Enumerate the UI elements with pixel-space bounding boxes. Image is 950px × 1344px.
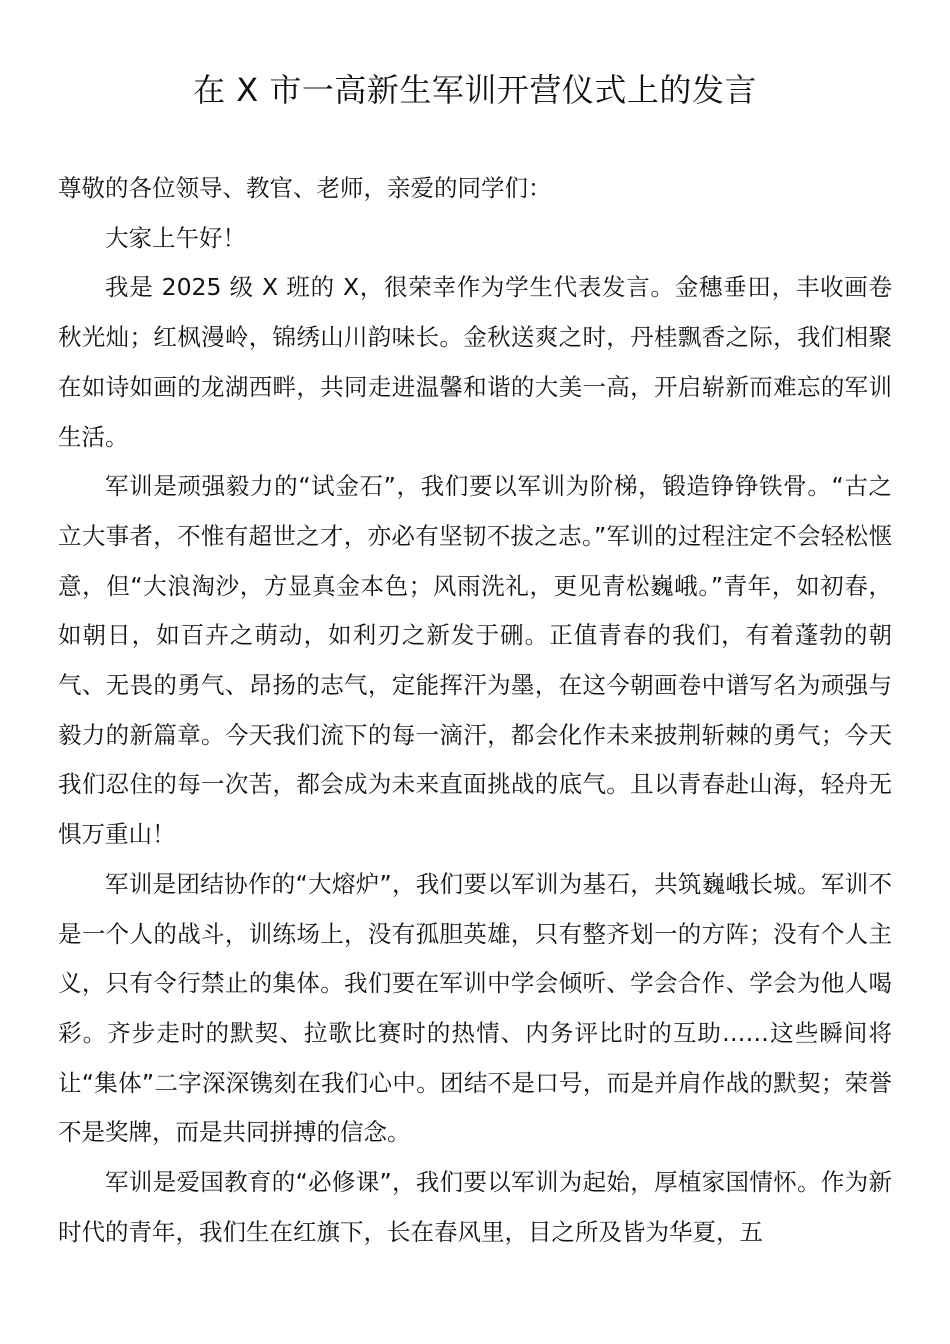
- paragraph-introduction: 我是 2025 级 X 班的 X，很荣幸作为学生代表发言。金穗垂田，丰收画卷秋光灿；红枫漫岭，锦绣山川韵味长。金秋送爽之时，丹桂飘香之际，我们相聚在如诗如画的龙湖西畔，共同走进温馨和谐的大美一高，开启崭新而难忘的军训生活。: [58, 273, 892, 451]
- paragraph-willpower: 军训是顽强毅力的“试金石”，我们要以军训为阶梯，锻造铮铮铁骨。“古之立大事者，不惟有超世之才，亦必有坚韧不拔之志。”军训的过程注定不会轻松惬意，但“大浪淘沙，方显真金本色；风雨洗礼，更见青松巍峨。”青年，如初春，如朝日，如百卉之萌动，如利刃之新发于硎。正值青春的我们，有着蓬勃的朝气、无畏的勇气、昂扬的志气，定能挥汗为墨，在这今朝画卷中谱写名为顽强与毅力的新篇章。今天我们流下的每一滴汗，都会化作未来披荆斩棘的勇气；今天我们忍住的每一次苦，都会成为未来直面挑战的底气。且以青春赴山海，轻舟无惧万重山！: [58, 472, 892, 849]
- document-body: [58, 164, 892, 1257]
- document-title: 在 X 市一高新生军训开营仪式上的发言: [193, 71, 757, 109]
- paragraph-greeting: 大家上午好！: [105, 223, 246, 252]
- salutation: 尊敬的各位领导、教官、老师，亲爱的同学们：: [58, 174, 552, 202]
- paragraph-patriotism: 军训是爱国教育的“必修课”，我们要以军训为起始，厚植家国情怀。作为新时代的青年，我们生在红旗下，长在春风里，目之所及皆为华夏，五: [58, 1168, 892, 1246]
- paragraph-teamwork: 军训是团结协作的“大熔炉”，我们要以军训为基石，共筑巍峨长城。军训不是一个人的战斗，训练场上，没有孤胆英雄，只有整齐划一的方阵；没有个人主义，只有令行禁止的集体。我们要在军训中学会倾听、学会合作、学会为他人喝彩。齐步走时的默契、拉歌比赛时的热情、内务评比时的互助……这些瞬间将让“集体”二字深深镌刻在我们心中。团结不是口号，而是并肩作战的默契；荣誉不是奖牌，而是共同拼搏的信念。: [58, 869, 892, 1147]
